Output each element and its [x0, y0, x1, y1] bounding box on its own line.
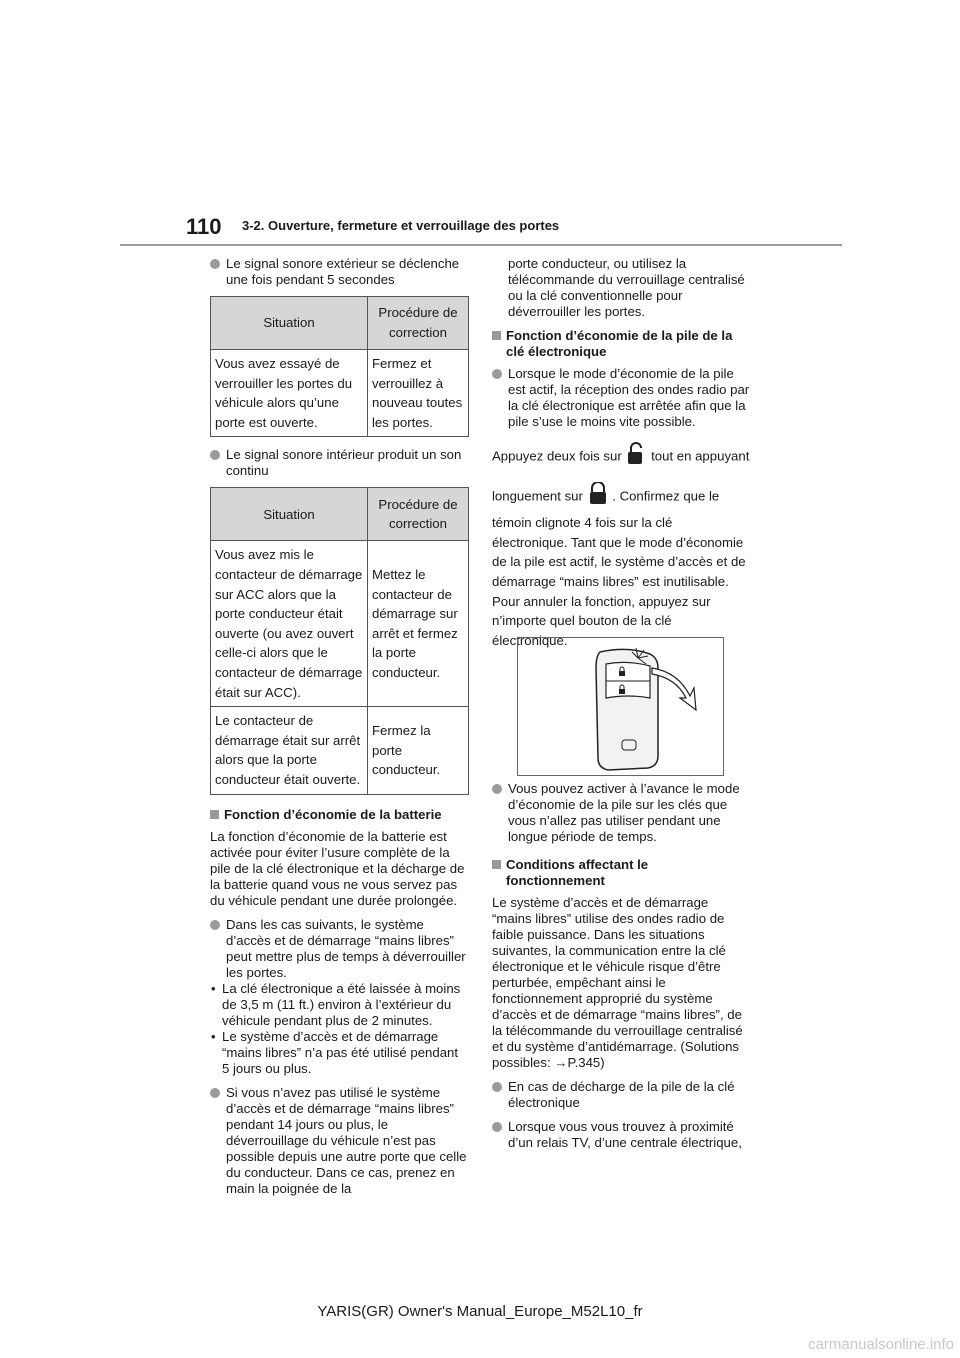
- table-header-situation: Situation: [211, 297, 368, 350]
- square-bullet-icon: [492, 860, 501, 869]
- paragraph: Le système d’accès et de démarrage “mains libres” utilise des ondes radio de faible puissance. Dans les situations suivantes, la communication entre la clé électronique et le véhicule risque d’être perturbée, empêchant ainsi le fonctionnement approprié du système d’accès et de démarrage “mains libres”, de la télécommande du verrouillage centralisé et du système d’antidémarrage. (Solutions possibles: →P.345): [492, 895, 743, 1070]
- bullet-icon: [492, 784, 502, 794]
- sub-bullet-item: • La clé électronique a été laissée à moins de 3,5 m (11 ft.) environ à l’extérieur du véhicule pendant plus de 2 minutes.: [210, 981, 468, 1029]
- table-cell: Mettez le contacteur de démarrage sur arrêt et fermez la porte conducteur.: [368, 541, 469, 707]
- bullet-item: Le signal sonore extérieur se déclenche une fois pendant 5 secondes: [210, 256, 468, 288]
- table-row: [211, 350, 469, 437]
- page-number: 110: [186, 214, 222, 239]
- bullet-item: Lorsque vous vous trouvez à proximité d’un relais TV, d’une centrale électrique,: [492, 1119, 750, 1151]
- paragraph: témoin clignote 4 fois sur la clé électronique. Tant que le mode d’économie de la pile est actif, le système d’accès et de démarrage “mains libres” est inutilisable. Pour annuler la fonction, appuyez sur n’importe quel bouton de la clé électronique.: [492, 515, 746, 648]
- left-column: [210, 256, 468, 1205]
- bullet-icon: [210, 450, 220, 460]
- bullet-item: Le signal sonore intérieur produit un son continu: [210, 447, 468, 479]
- sub-bullet-item: • Le système d’accès et de démarrage “mains libres” n’a pas été utilisé pendant 5 jours ou plus.: [210, 1029, 468, 1077]
- right-column: [492, 256, 750, 654]
- key-illustration: [517, 637, 724, 776]
- bullet-item: Vous pouvez activer à l’avance le mode d’économie de la pile sur les clés que vous n’allez pas utiliser pendant une longue période de temps.: [492, 781, 750, 845]
- table-header-correction: Procédure de correction: [368, 297, 469, 350]
- table-interior-buzzer: [210, 487, 469, 794]
- table-header-correction: Procédure de correction: [368, 488, 469, 541]
- bullet-icon: [210, 1088, 220, 1098]
- watermark: carmanualsonline.info: [808, 1336, 954, 1353]
- square-bullet-icon: [210, 810, 219, 819]
- table-exterior-buzzer: [210, 296, 469, 437]
- table-row: [211, 707, 469, 794]
- bullet-icon: [492, 1122, 502, 1132]
- heading-conditions: Conditions affectant le fonctionnement: [492, 857, 750, 889]
- paragraph: La fonction d’économie de la batterie est activée pour éviter l’usure complète de la pile de la clé électronique et la décharge de la batterie quand vous ne vous servez pas du véhicule pendant une durée prolongée.: [210, 828, 465, 908]
- bullet-item: En cas de décharge de la pile de la clé électronique: [492, 1079, 750, 1111]
- square-bullet-icon: [492, 331, 501, 340]
- bullet-icon: [492, 369, 502, 379]
- paragraph: porte conducteur, ou utilisez la télécommande du verrouillage centralisé ou la clé conventionnelle pour déverrouiller les portes.: [508, 256, 745, 319]
- instruction-line: longuement sur . Confirmez que le: [492, 482, 750, 512]
- heading-key-battery-saving: Fonction d’économie de la pile de la clé électronique: [492, 328, 750, 360]
- bullet-item: Si vous n’avez pas utilisé le système d’accès et de démarrage “mains libres” pendant 14 jours ou plus, le déverrouillage du véhicule n’est pas possible depuis une autre porte que celle du conducteur. Dans ce cas, prenez en main la poignée de la: [210, 1085, 468, 1197]
- electronic-key-icon: [518, 638, 723, 775]
- table-cell: Vous avez mis le contacteur de démarrage sur ACC alors que la porte conducteur était ouverte (ou avez ouvert celle-ci alors que le contacteur de démarrage était sur ACC).: [211, 541, 368, 707]
- heading-battery-saving: Fonction d’économie de la batterie: [210, 807, 468, 823]
- table-cell: Le contacteur de démarrage était sur arrêt alors que la porte conducteur était ouverte.: [211, 707, 368, 794]
- bullet-icon: [492, 1082, 502, 1092]
- instruction-line: Appuyez deux fois sur tout en appuyant: [492, 442, 750, 472]
- bullet-item: Dans les cas suivants, le système d’accès et de démarrage “mains libres” peut mettre plus de temps à déverrouiller les portes.: [210, 917, 468, 981]
- bullet-icon: [210, 259, 220, 269]
- bullet-icon: [210, 920, 220, 930]
- header-rule: [120, 244, 842, 246]
- bullet-item: Lorsque le mode d’économie de la pile est actif, la réception des ondes radio par la clé électronique est arrêtée afin que la pile s’use le moins vite possible.: [492, 366, 750, 430]
- table-cell: Fermez la porte conducteur.: [368, 707, 469, 794]
- table-cell: Fermez et verrouillez à nouveau toutes les portes.: [368, 350, 469, 437]
- lock-button-icon: [587, 482, 609, 512]
- table-header-situation: Situation: [211, 488, 368, 541]
- right-column-lower: [492, 781, 750, 1159]
- footer: YARIS(GR) Owner's Manual_Europe_M52L10_fr: [317, 1303, 643, 1320]
- table-cell: Vous avez essayé de verrouiller les portes du véhicule alors qu’une porte est ouverte.: [211, 350, 368, 437]
- table-row: [211, 541, 469, 707]
- section-title: 3-2. Ouverture, fermeture et verrouillage des portes: [242, 218, 560, 233]
- unlock-button-icon: [625, 442, 647, 472]
